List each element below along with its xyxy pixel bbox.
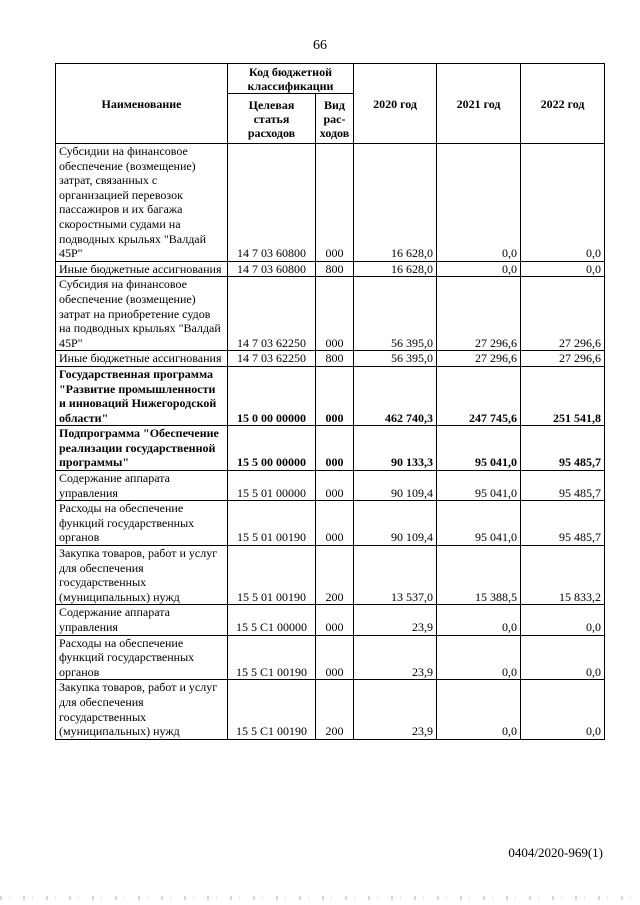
cell-2021: 247 745,6 [437,366,521,425]
cell-2021: 0,0 [437,635,521,680]
cell-target-article: 15 5 01 00000 [228,471,316,501]
table-row [56,471,605,501]
cell-2022: 27 296,6 [521,277,605,351]
cell-target-article: 15 0 00 00000 [228,366,316,425]
header-2020: 2020 год [354,64,437,144]
cell-expense-type: 000 [316,605,354,635]
cell-expense-type: 000 [316,426,354,471]
cell-expense-type: 000 [316,144,354,262]
cell-2020: 23,9 [354,635,437,680]
cell-name: Закупка товаров, работ и услуг для обеспечения государственных (муниципальных) нужд [56,680,228,739]
cell-expense-type: 000 [316,471,354,501]
cell-2021: 0,0 [437,680,521,739]
cell-target-article: 15 5 С1 00000 [228,605,316,635]
cell-name: Субсидии на финансовое обеспечение (возмещение) затрат, связанных с организацией перевозок пассажиров и их багажа скоростными судами на подводных крыльях "Валдай 45Р" [56,144,228,262]
cell-target-article: 15 5 С1 00190 [228,680,316,739]
cell-2022: 95 485,7 [521,501,605,546]
cell-2022: 0,0 [521,635,605,680]
cell-2020: 90 109,4 [354,501,437,546]
table-row [56,605,605,635]
cell-2020: 16 628,0 [354,144,437,262]
cell-name: Иные бюджетные ассигнования [56,261,228,277]
page-number: 66 [313,38,327,53]
table-row [56,144,605,262]
header-2021: 2021 год [437,64,521,144]
cell-2020: 13 537,0 [354,546,437,605]
table-row [56,261,605,277]
cell-name: Закупка товаров, работ и услуг для обеспечения государственных (муниципальных) нужд [56,546,228,605]
cell-2020: 16 628,0 [354,261,437,277]
cell-target-article: 15 5 00 00000 [228,426,316,471]
cell-2021: 95 041,0 [437,501,521,546]
cell-name: Расходы на обеспечение функций государственных органов [56,635,228,680]
cell-2020: 23,9 [354,605,437,635]
header-2022: 2022 год [521,64,605,144]
cell-2021: 0,0 [437,144,521,262]
cell-target-article: 14 7 03 62250 [228,277,316,351]
cell-2022: 95 485,7 [521,471,605,501]
table-row [56,546,605,605]
cell-2021: 15 388,5 [437,546,521,605]
cell-2021: 0,0 [437,261,521,277]
cell-target-article: 15 5 01 00190 [228,546,316,605]
cell-name: Содержание аппарата управления [56,605,228,635]
cell-expense-type: 000 [316,366,354,425]
cell-name: Содержание аппарата управления [56,471,228,501]
table-row [56,351,605,367]
cell-expense-type: 000 [316,635,354,680]
scan-edge [0,896,640,900]
cell-target-article: 14 7 03 62250 [228,351,316,367]
cell-2022: 0,0 [521,680,605,739]
budget-table [55,63,605,740]
table-row [56,680,605,739]
cell-name: Иные бюджетные ассигнования [56,351,228,367]
cell-2022: 251 541,8 [521,366,605,425]
table-row [56,277,605,351]
cell-2021: 95 041,0 [437,426,521,471]
cell-2022: 0,0 [521,144,605,262]
header-target-article: Целевая статья расходов [228,94,316,144]
cell-expense-type: 200 [316,546,354,605]
cell-name: Субсидия на финансовое обеспечение (возмещение) затрат на приобретение судов на подводных крыльях "Валдай 45Р" [56,277,228,351]
cell-name: Подпрограмма "Обеспечение реализации государственной программы" [56,426,228,471]
document-code: 0404/2020-969(1) [508,845,603,860]
cell-target-article: 14 7 03 60800 [228,144,316,262]
table-row [56,366,605,425]
cell-expense-type: 800 [316,261,354,277]
header-name: Наименование [56,64,228,144]
cell-name: Расходы на обеспечение функций государственных органов [56,501,228,546]
cell-2020: 56 395,0 [354,277,437,351]
table-row [56,426,605,471]
table-row [56,501,605,546]
cell-2020: 462 740,3 [354,366,437,425]
cell-2022: 0,0 [521,605,605,635]
cell-target-article: 14 7 03 60800 [228,261,316,277]
cell-expense-type: 000 [316,501,354,546]
cell-target-article: 15 5 01 00190 [228,501,316,546]
cell-2022: 27 296,6 [521,351,605,367]
table-body [56,144,605,740]
cell-2022: 95 485,7 [521,426,605,471]
cell-2020: 23,9 [354,680,437,739]
cell-target-article: 15 5 С1 00190 [228,635,316,680]
header-expense-type: Вид рас-ходов [316,94,354,144]
cell-2021: 27 296,6 [437,351,521,367]
cell-2020: 56 395,0 [354,351,437,367]
table-header [56,64,605,144]
cell-2021: 27 296,6 [437,277,521,351]
cell-expense-type: 000 [316,277,354,351]
cell-2020: 90 109,4 [354,471,437,501]
table-row [56,635,605,680]
cell-2021: 95 041,0 [437,471,521,501]
cell-2020: 90 133,3 [354,426,437,471]
header-budget-code: Код бюджетной классификации [228,64,354,94]
cell-expense-type: 800 [316,351,354,367]
cell-expense-type: 200 [316,680,354,739]
cell-2021: 0,0 [437,605,521,635]
cell-name: Государственная программа "Развитие промышленности и инноваций Нижегородской области" [56,366,228,425]
cell-2022: 0,0 [521,261,605,277]
cell-2022: 15 833,2 [521,546,605,605]
